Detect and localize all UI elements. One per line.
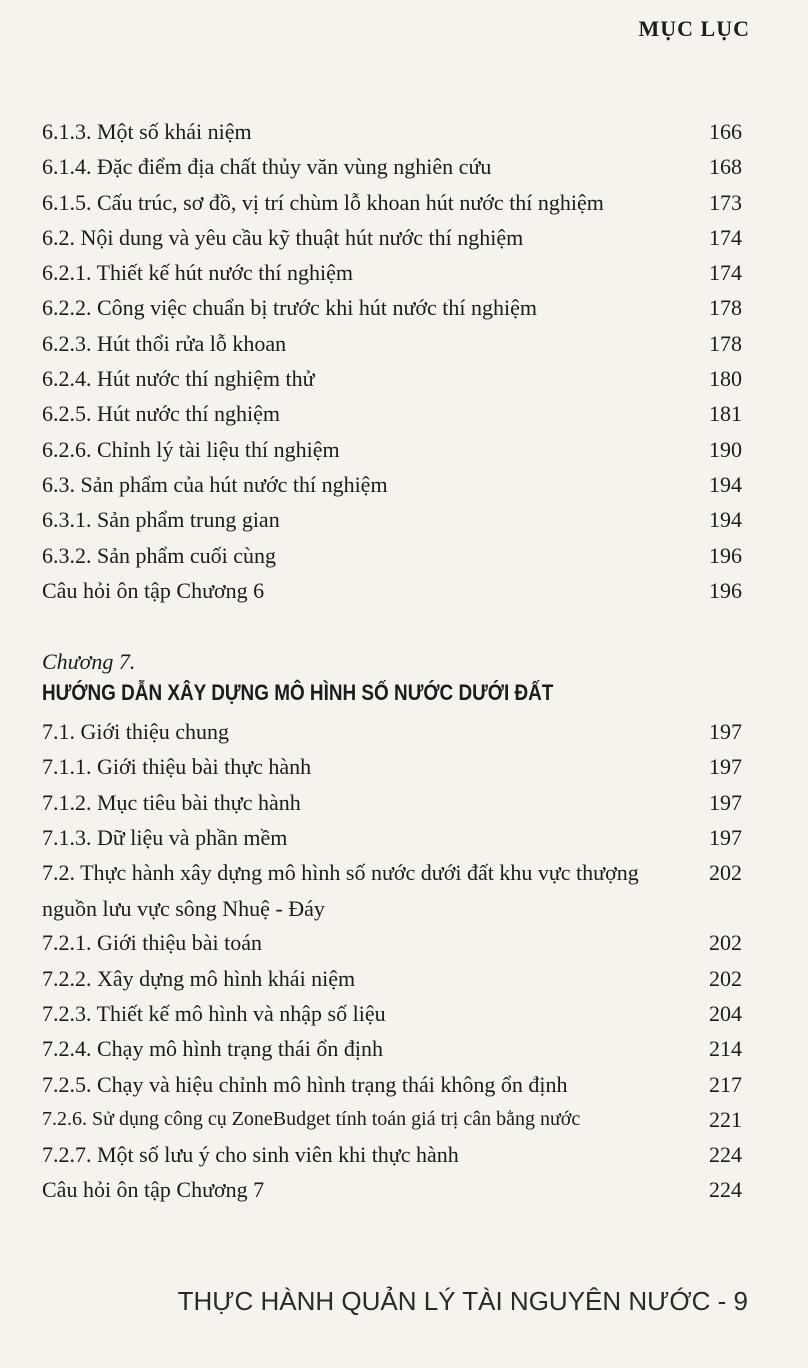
toc-entry-page: 197 (709, 754, 742, 780)
toc-entry-page: 221 (709, 1106, 742, 1132)
toc-entry-page: 180 (709, 366, 742, 392)
toc-entry (42, 749, 742, 784)
toc-entry (42, 925, 742, 960)
page-footer: THỰC HÀNH QUẢN LÝ TÀI NGUYÊN NƯỚC - 9 (177, 1286, 748, 1316)
toc-entry (42, 1067, 742, 1102)
toc-entry-title: 7.2.1. Giới thiệu bài toán (42, 930, 262, 956)
toc-entry-title: 7.2.2. Xây dựng mô hình khái niệm (42, 965, 356, 991)
table-of-contents (42, 114, 742, 1208)
toc-entry-title: 6.3.2. Sản phẩm cuối cùng (42, 542, 277, 568)
toc-entry (42, 326, 742, 361)
toc-entry (42, 220, 742, 255)
toc-entry-page: 224 (709, 1142, 742, 1168)
toc-entry-title: 7.2.5. Chạy và hiệu chỉnh mô hình trạng thái không ổn định (42, 1071, 568, 1097)
toc-entry-page: 168 (709, 154, 742, 180)
toc-entry-title: 7.2.6. Sử dụng công cụ ZoneBudget tính toán giá trị cân bằng nước (42, 1107, 581, 1130)
toc-entry-title: 6.2.5. Hút nước thí nghiệm (42, 401, 281, 427)
chapter-title: HƯỚNG DẪN XÂY DỰNG MÔ HÌNH SỐ NƯỚC DƯỚI ĐẤT (42, 680, 554, 706)
toc-entry (42, 255, 742, 290)
toc-entry-page: 194 (709, 471, 742, 497)
toc-entry (42, 467, 742, 502)
toc-entry (42, 396, 742, 431)
toc-entry-title: 6.2.3. Hút thổi rửa lỗ khoan (42, 330, 287, 356)
toc-entry-page: 174 (709, 260, 742, 286)
toc-entry-page: 196 (709, 542, 742, 568)
toc-entry-title: 7.2.3. Thiết kế mô hình và nhập số liệu (42, 1000, 386, 1026)
toc-entry-title: 6.1.3. Một số khái niệm (42, 119, 252, 144)
toc-entry-page: 178 (709, 295, 742, 321)
toc-entry-page: 202 (709, 930, 742, 956)
toc-entry-page: 197 (709, 789, 742, 815)
toc-entry-page: 197 (709, 719, 742, 745)
toc-entry-title: 7.1.2. Mục tiêu bài thực hành (42, 789, 301, 815)
chapter-label: Chương 7. (42, 649, 136, 675)
toc-entry-title: 7.1.1. Giới thiệu bài thực hành (42, 754, 312, 780)
toc-entry-page: 214 (709, 1036, 742, 1062)
toc-entry-title: 7.2.4. Chạy mô hình trạng thái ổn định (42, 1036, 383, 1062)
toc-entry (42, 185, 742, 220)
toc-entry (42, 502, 742, 537)
toc-entry-title: 6.1.5. Cấu trúc, sơ đồ, vị trí chùm lỗ khoan hút nước thí nghiệm (42, 189, 604, 215)
toc-entry-title: 6.2.1. Thiết kế hút nước thí nghiệm (42, 260, 353, 286)
toc-entry (42, 1172, 742, 1207)
toc-entry-page: 196 (709, 577, 742, 603)
toc-entry (42, 820, 742, 855)
toc-entry-page: 224 (709, 1177, 742, 1203)
toc-entry (42, 432, 742, 467)
toc-entry-title: Câu hỏi ôn tập Chương 6 (42, 577, 265, 603)
toc-entry-page: 217 (709, 1071, 742, 1097)
toc-entry (42, 149, 742, 184)
toc-entry-title: 7.1.3. Dữ liệu và phần mềm (42, 825, 288, 851)
toc-entry-page: 197 (709, 825, 742, 851)
toc-entry (42, 538, 742, 573)
toc-entry-title: 7.2. Thực hành xây dựng mô hình số nước dưới đất khu vực thượng nguồn lưu vực sông Nhuệ - Đáy (42, 860, 639, 921)
toc-entry (42, 855, 742, 925)
toc-entry-page: 173 (709, 189, 742, 215)
toc-entry-page: 202 (709, 860, 742, 886)
toc-entry-page: 181 (709, 401, 742, 427)
toc-entry-title: 6.3.1. Sản phẩm trung gian (42, 507, 280, 533)
page-header: MỤC LỤC (638, 16, 750, 41)
toc-entry-title: 6.2.2. Công việc chuẩn bị trước khi hút nước thí nghiệm (42, 295, 537, 321)
toc-entry-title: 6.2.6. Chỉnh lý tài liệu thí nghiệm (42, 436, 340, 462)
toc-entry (42, 785, 742, 820)
toc-entry (42, 361, 742, 396)
toc-entry (42, 961, 742, 996)
toc-entry-page: 194 (709, 507, 742, 533)
toc-entry-title: 6.3. Sản phẩm của hút nước thí nghiệm (42, 471, 388, 497)
toc-entry (42, 573, 742, 608)
toc-entry-page: 190 (709, 436, 742, 462)
toc-entry-title: 7.1. Giới thiệu chung (42, 719, 229, 745)
toc-entry (42, 714, 742, 749)
toc-entry (42, 1031, 742, 1066)
toc-entry-title: Câu hỏi ôn tập Chương 7 (42, 1177, 265, 1203)
toc-entry-page: 166 (709, 119, 742, 144)
toc-entry (42, 114, 742, 149)
toc-entry-title: 6.2. Nội dung và yêu cầu kỹ thuật hút nước thí nghiệm (42, 224, 524, 250)
toc-entry-title: 6.2.4. Hút nước thí nghiệm thử (42, 366, 315, 392)
toc-entry-page: 202 (709, 965, 742, 991)
toc-entry-page: 178 (709, 330, 742, 356)
toc-entry-title: 6.1.4. Đặc điểm địa chất thủy văn vùng nghiên cứu (42, 154, 492, 180)
toc-entry-title: 7.2.7. Một số lưu ý cho sinh viên khi thực hành (42, 1142, 459, 1168)
toc-entry (42, 996, 742, 1031)
toc-entry (42, 1102, 742, 1137)
toc-entry (42, 290, 742, 325)
toc-entry-page: 174 (709, 224, 742, 250)
toc-entry (42, 1137, 742, 1172)
toc-entry-page: 204 (709, 1000, 742, 1026)
